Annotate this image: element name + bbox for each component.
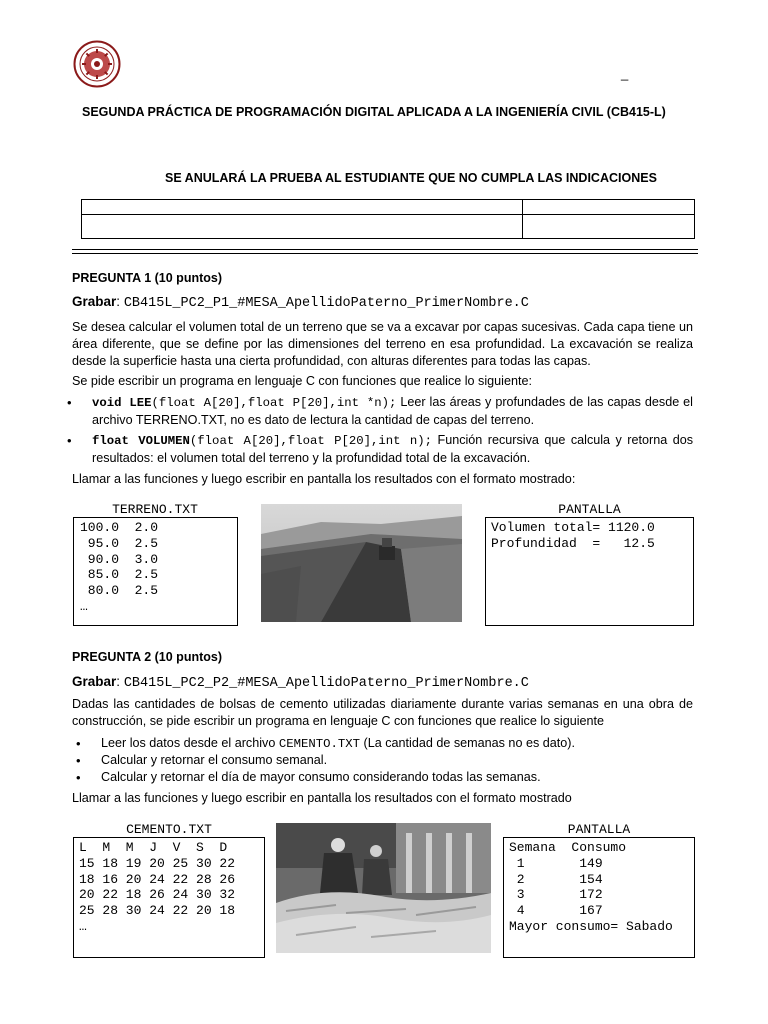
bullet-dot: •: [76, 770, 81, 785]
q2-file-box: [73, 837, 265, 958]
q1-b2-code-args: (float A[20],float P[20],int n);: [189, 434, 433, 448]
q2-b3-text: Calcular y retornar el día de mayor consumo considerando todas las semanas.: [101, 770, 541, 784]
q2-file-content: L M M J V S D 15 18 19 20 25 30 22 18 16 20 24 22 28 26 20 22 18 26 24 30 32 25 28 30 24 22 20 18 …: [79, 840, 236, 934]
q1-b1-code-func: LEE: [129, 396, 152, 410]
bullet-dot: •: [76, 753, 81, 768]
q1-b2-code-type: float: [92, 434, 139, 448]
q2-b1-code: CEMENTO.TXT: [278, 737, 361, 751]
q1-file-content: 100.0 2.0 95.0 2.5 90.0 3.0 85.0 2.5 80.0 2.5 …: [80, 520, 159, 614]
q1-save-line: [72, 294, 529, 311]
warning-text: SE ANULARÁ LA PRUEBA AL ESTUDIANTE QUE NO CUMPLA LAS INDICACIONES: [165, 171, 657, 185]
q2-bullet-3: [76, 769, 693, 786]
q1-screen-content: Volumen total= 1120.0 Profundidad = 12.5: [491, 520, 655, 551]
q2-b2-text: Calcular y retornar el consumo semanal.: [101, 753, 328, 767]
table-col-divider: [522, 200, 523, 238]
q2-save-label: Grabar: [72, 674, 117, 689]
q1-save-colon: :: [116, 294, 121, 309]
double-rule: [72, 249, 698, 254]
q1-b1-code-type: void: [92, 396, 130, 410]
q2-paragraph-1: Dadas las cantidades de bolsas de cemento utilizadas diariamente durante varias semanas en una obra de construcción, se pide escribir un programa en lenguaje C con funciones que realice lo siguiente: [72, 697, 693, 728]
header-dash: _: [621, 66, 629, 81]
q2-bullet-2: [76, 752, 693, 769]
student-info-table: [81, 199, 695, 239]
q1-file-title: TERRENO.TXT: [112, 502, 198, 517]
q1-b2-text: Función recursiva que calcula y retorna dos resultados: el volumen total del terreno y la profundidad total de la excavación.: [92, 433, 693, 465]
q1-bullet-1: [67, 394, 693, 429]
q1-save-filename: CB415L_PC2_P1_#MESA_ApellidoPaterno_PrimerNombre.C: [123, 296, 529, 311]
q2-heading: PREGUNTA 2 (10 puntos): [72, 650, 223, 664]
q2-paragraph-2: Llamar a las funciones y luego escribir en pantalla los resultados con el formato mostrado: [72, 791, 572, 805]
q2-file-title: CEMENTO.TXT: [126, 822, 212, 837]
q1-paragraph-3: Llamar a las funciones y luego escribir en pantalla los resultados con el formato mostrado:: [72, 472, 576, 486]
q1-paragraph-2: Se pide escribir un programa en lenguaje C con funciones que realice lo siguiente:: [72, 374, 532, 388]
q1-b1-text: Leer las áreas y profundades de las capas desde el archivo TERRENO.TXT, no es dato de lectura la cantidad de capas del terreno.: [92, 395, 693, 427]
q2-screen-box: [503, 837, 695, 958]
q2-screen-content: Semana Consumo 1 149 2 154 3 172 4 167 Mayor consumo= Sabado: [509, 840, 673, 934]
q2-save-line: [72, 674, 529, 691]
q1-bullet-2: [67, 432, 693, 467]
bullet-dot: •: [67, 433, 72, 448]
q2-b1-pre: Leer los datos desde el archivo: [101, 736, 279, 750]
university-logo: [73, 40, 121, 88]
q2-save-colon: :: [116, 674, 121, 689]
document-title: SEGUNDA PRÁCTICA DE PROGRAMACIÓN DIGITAL APLICADA A LA INGENIERÍA CIVIL (CB415-L): [82, 105, 666, 119]
q1-paragraph-1: Se desea calcular el volumen total de un terreno que se va a excavar por capas sucesivas. Cada capa tiene un área diferente, que se define por las dimensiones del terreno en esa profundidad. La excavación se realiza desde la superficie hasta una cierta profundidad, con alturas diferentes para todas las capas.: [72, 320, 693, 368]
q2-bullet-1: [76, 735, 693, 753]
q1-screen-box: [485, 517, 694, 626]
q1-file-box: [73, 517, 238, 626]
cement-bags-photo: [276, 823, 491, 953]
q1-b2-code-func: VOLUMEN: [138, 434, 190, 448]
excavation-photo: [261, 504, 462, 622]
q1-b1-code-args: (float A[20],float P[20],int *n);: [151, 396, 397, 410]
table-row-divider: [82, 214, 694, 215]
bullet-dot: •: [76, 736, 81, 751]
q1-save-label: Grabar: [72, 294, 117, 309]
q1-heading: PREGUNTA 1 (10 puntos): [72, 271, 223, 285]
q1-screen-title: PANTALLA: [558, 502, 621, 517]
q2-save-filename: CB415L_PC2_P2_#MESA_ApellidoPaterno_PrimerNombre.C: [123, 676, 529, 691]
q2-b1-post: (La cantidad de semanas no es dato).: [360, 736, 575, 750]
bullet-dot: •: [67, 395, 72, 410]
q2-screen-title: PANTALLA: [567, 822, 631, 837]
